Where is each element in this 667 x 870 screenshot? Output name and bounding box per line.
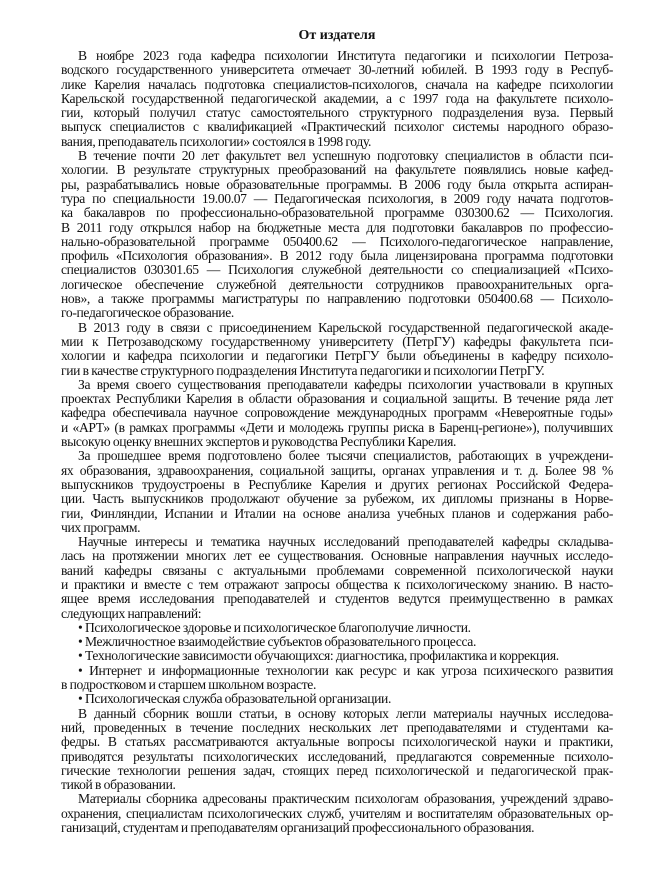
- text-line: вания, преподаватель психологии» состоялся в 1998 году.: [61, 133, 372, 149]
- text-line: тура по специальности 19.00.07 — Педагогическая психология, в 2009 году начата подготов-: [61, 190, 613, 206]
- text-line: ганизаций, студентам и преподавателям организаций профессионального образования.: [61, 820, 535, 836]
- paragraph: [61, 149, 613, 321]
- text-line: лась на протяжении многих лет ее существования. Основные направления научных исследо-: [61, 548, 613, 564]
- document-page: [61, 26, 613, 835]
- bullet-item: [61, 635, 613, 649]
- paragraph: [61, 792, 613, 835]
- text-line: • Межличностное взаимодействие субъектов образовательного процесса.: [78, 634, 477, 650]
- text-line: • Психологическое здоровье и психологическое благополучие личности.: [78, 619, 471, 635]
- text-line: го-педагогическое образование.: [61, 305, 234, 321]
- text-line: В 2011 году открылся набор на бюджетные места для подготовки бакалавров по профессио-: [61, 219, 613, 235]
- text-line: В течение почти 20 лет факультет вел успешную подготовку специалистов в области пси-: [78, 148, 613, 164]
- text-line: тикой в образовании.: [61, 777, 176, 793]
- text-line: нов», а также программы магистратуры по направлению подготовки 050400.68 — Психоло-: [61, 291, 613, 307]
- text-line: нально-образовательной программе 050400.62 — Психолого-педагогическое направление,: [61, 233, 613, 249]
- text-line: ка бакалавров по профессионально-образовательной программе 030300.62 — Психология.: [61, 205, 613, 221]
- text-line: гии, который получил статус самостоятельного структурного подразделения вуза. Первый: [61, 105, 613, 121]
- text-line: чих программ.: [61, 519, 141, 535]
- text-line: мии к Петрозаводскому государственному университету (ПетрГУ) кафедры факультета пси-: [61, 333, 613, 349]
- text-line: ях образования, здравоохранения, социальной защиты, органах управления и т. д. Более 98 %: [61, 462, 613, 478]
- text-line: специалистов 030301.65 — Психология служебной деятельности со специализацией «Психо-: [61, 262, 613, 278]
- paragraph: [61, 707, 613, 793]
- text-line: В данный сборник вошли статьи, в основу которых легли материалы научных исследова-: [78, 705, 613, 721]
- text-line: следующих направлений:: [61, 605, 202, 621]
- paragraph: [61, 321, 613, 378]
- text-line: высокую оценку внешних экспертов и руководства Республики Карелия.: [61, 434, 457, 450]
- bullet-item: [61, 692, 613, 706]
- page-title: От издателя: [298, 28, 376, 43]
- text-line: лике Карелия началась подготовка специалистов-психологов, сначала на кафедре психологии: [61, 76, 613, 92]
- paragraph: [61, 49, 613, 149]
- text-line: • Технологические зависимости обучающихся: диагностика, профилактика и коррекция.: [78, 648, 559, 664]
- text-line: хологии и кафедра психологии и педагогики ПетрГУ были объединены в кафедру психоло-: [61, 348, 613, 364]
- text-line: выпускников трудоустроены в Республике Карелия и других регионах Российской Федера-: [61, 476, 613, 492]
- text-line: проектах Республики Карелия в области образования и социальной защиты. В течение ряда лет: [61, 391, 613, 407]
- text-line: профиль «Психология образования». В 2012 году была лицензирована программа подготовки: [61, 248, 613, 264]
- text-line: водского государственного университета отмечает 30-летний юбилей. В 1993 году в Респуб-: [61, 62, 613, 78]
- text-line: и практики и вместе с тем отражают запросы общества к психологическому знанию. В насто-: [61, 576, 613, 592]
- paragraph: [61, 449, 613, 535]
- text-line: гические технологии решения задач, стоящих перед психологической и педагогической прак-: [61, 762, 613, 778]
- document-body: [61, 49, 613, 835]
- text-line: гии в качестве структурного подразделения Института педагогики и психологии ПетрГУ.: [61, 362, 545, 378]
- text-line: Научные интересы и тематика научных исследований преподавателей кафедры складыва-: [78, 534, 613, 550]
- bullet-item: [61, 649, 613, 663]
- paragraph: [61, 535, 613, 621]
- text-line: Карельской государственной педагогической академии, а с 1997 года на факультете психоло-: [61, 90, 613, 106]
- text-line: логическое обеспечение служебной деятельности сотрудников правоохранительных орга-: [61, 276, 613, 292]
- text-line: хологии. В результате структурных преобразований на факультете появлялись новые кафед-: [61, 162, 613, 178]
- text-line: охранения, специалистам психологических служб, учителям и воспитателям образовательных ор-: [61, 805, 613, 821]
- text-line: ний, проведенных в течение последних нескольких лет преподавателями и студентами ка-: [61, 719, 613, 735]
- paragraph: [61, 378, 613, 449]
- text-line: гии, Финляндии, Испании и Италии на основе анализа учебных планов и содержания рабо-: [61, 505, 613, 521]
- text-line: ры, разрабатывались новые образовательные программы. В 2006 году была открыта аспиран-: [61, 176, 613, 192]
- text-line: федры. В статьях рассматриваются актуальные вопросы психологической науки и практики,: [61, 734, 613, 750]
- text-line: ваний кафедры связаны с актуальными проблемами современной психологической науки: [61, 562, 613, 578]
- text-line: ции. Часть выпускников продолжают обучение за рубежом, их дипломы признаны в Норве-: [61, 491, 613, 507]
- text-line: В 2013 году в связи с присоединением Карельской государственной педагогической акаде-: [78, 319, 613, 335]
- text-line: приводятся результаты психологических исследований, предлагаются современные психоло-: [61, 748, 613, 764]
- text-line: За время своего существования преподаватели кафедры психологии участвовали в крупных: [78, 376, 613, 392]
- text-line: и «АРТ» (в рамках программы «Дети и молодежь группы риска в Баренц-регионе»), получивших: [61, 419, 613, 435]
- bullet-item: [61, 621, 613, 635]
- text-line: кафедра обеспечивала научное сопровождение международных программ «Невероятные годы»: [61, 405, 613, 421]
- text-line: в подростковом и старшем школьном возрасте.: [61, 677, 317, 693]
- text-line: выпуск специалистов с квалификацией «Практический психолог системы народного образо-: [61, 119, 613, 135]
- text-line: Материалы сборника адресованы практическим психологам образования, учреждений здраво-: [78, 791, 613, 807]
- text-line: За прошедшее время подготовлено более тысячи специалистов, работающих в учреждени-: [78, 448, 613, 464]
- text-line: • Психологическая служба образовательной организации.: [78, 691, 392, 707]
- text-line: ящее время исследования преподавателей и студентов ведутся преимущественно в рамках: [61, 591, 613, 607]
- text-line: • Интернет и информационные технологии как ресурс и как угроза психического развития: [78, 662, 613, 678]
- text-line: В ноябре 2023 года кафедра психологии Института педагогики и психологии Петроза-: [78, 48, 613, 63]
- bullet-item: [61, 664, 613, 693]
